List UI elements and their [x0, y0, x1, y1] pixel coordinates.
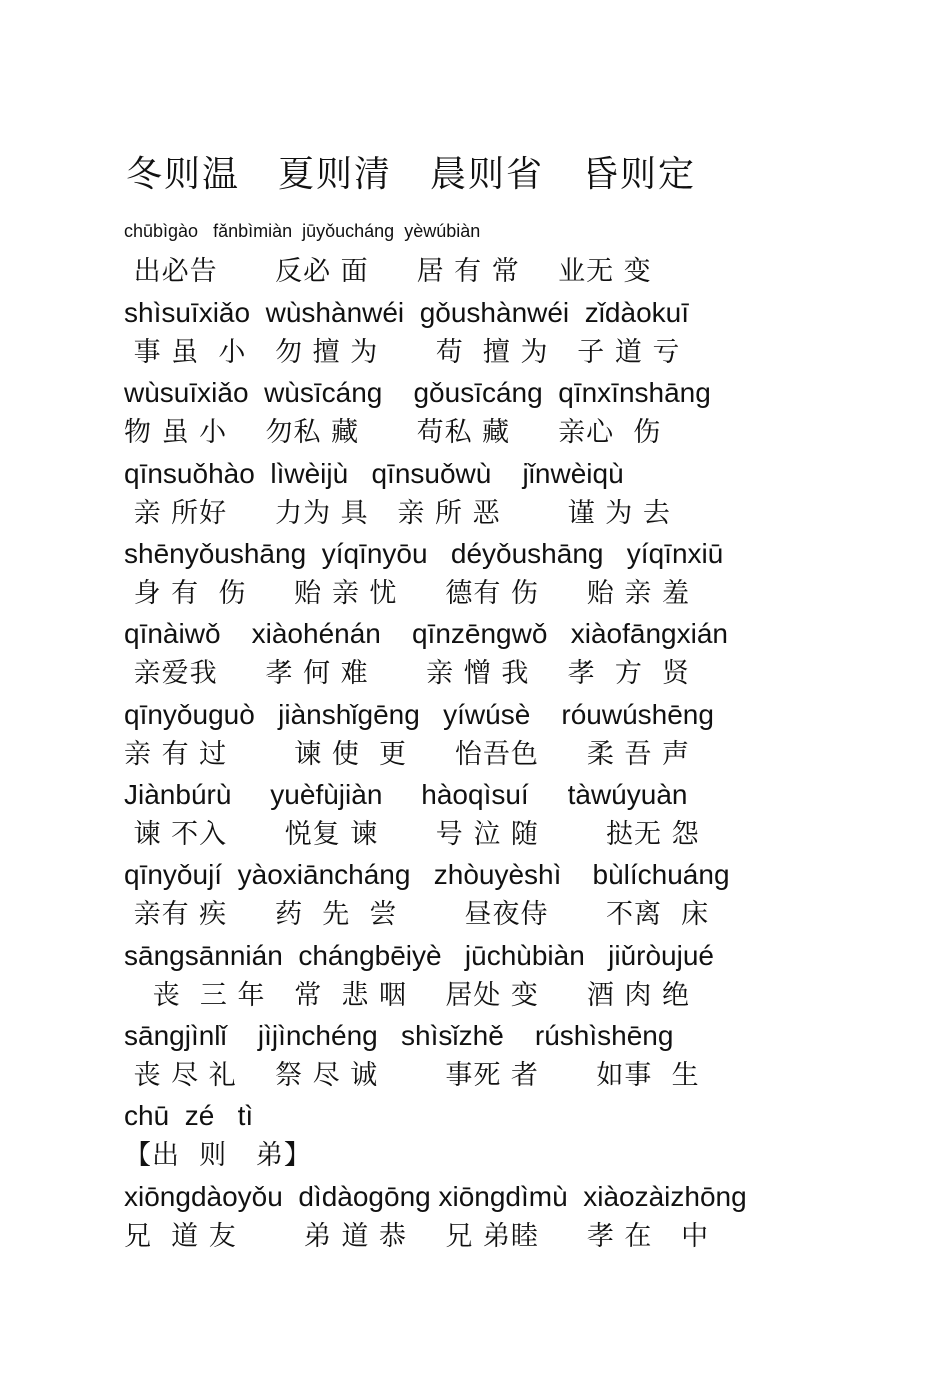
- pinyin-line: qīnyǒují yàoxiāncháng zhòuyèshì bùlíchuáng: [124, 859, 730, 890]
- hanzi-line: 丧 三 年 常 悲 咽 居处 变 酒 肉 绝: [124, 980, 690, 1011]
- hanzi-line: 物 虽 小 勿私 藏 苟私 藏 亲心 伤: [124, 417, 662, 448]
- hanzi-line: 身 有 伤 贻 亲 忧 德有 伤 贻 亲 羞: [124, 578, 690, 609]
- verse-title: 冬则温 夏则清 晨则省 昏则定: [126, 154, 697, 195]
- section-heading: 【出 则 弟】: [124, 1140, 312, 1171]
- pinyin-line: shìsuīxiǎo wùshànwéi gǒushànwéi zǐdàokuī: [124, 297, 690, 328]
- pinyin-line: wùsuīxiǎo wùsīcáng gǒusīcáng qīnxīnshāng: [124, 377, 711, 408]
- hanzi-line: 事 虽 小 勿 擅 为 苟 擅 为 子 道 亏: [124, 337, 681, 368]
- pinyin-line: sāngjìnlǐ jìjìnchéng shìsǐzhě rúshìshēng: [124, 1020, 674, 1051]
- pinyin-line: qīnyǒuguò jiànshǐgēng yíwúsè róuwúshēng: [124, 699, 714, 730]
- hanzi-line: 出必告 反必 面 居 有 常 业无 变: [124, 256, 652, 287]
- pinyin-line: sāngsānnián chángbēiyè jūchùbiàn jiǔròujué: [124, 940, 714, 971]
- pinyin-line-1: chūbìgào fǎnbìmiàn jūyǒucháng yèwúbiàn: [124, 221, 481, 241]
- hanzi-line: 亲 所好 力为 具 亲 所 恶 谨 为 去: [124, 498, 671, 529]
- pinyin-line: chū zé tì: [124, 1100, 254, 1131]
- hanzi-line: 兄 道 友 弟 道 恭 兄 弟睦 孝 在 中: [124, 1221, 710, 1252]
- pinyin-line: shēnyǒushāng yíqīnyōu déyǒushāng yíqīnxiū: [124, 538, 724, 569]
- hanzi-line: 谏 不入 悦复 谏 号 泣 随 挞无 怨: [124, 819, 700, 850]
- pinyin-line: Jiànbúrù yuèfùjiàn hàoqìsuí tàwúyuàn: [124, 779, 688, 810]
- hanzi-line: 亲 有 过 谏 使 更 怡吾色 柔 吾 声: [124, 739, 690, 770]
- hanzi-line: 丧 尽 礼 祭 尽 诚 事死 者 如事 生: [124, 1060, 700, 1091]
- pinyin-line: xiōngdàoyǒu dìdàogōng xiōngdìmù xiàozàizhōng: [124, 1181, 747, 1212]
- pinyin-line: qīnàiwǒ xiàohénán qīnzēngwǒ xiàofāngxián: [124, 618, 728, 649]
- hanzi-line: 亲爱我 孝 何 难 亲 憎 我 孝 方 贤: [124, 658, 690, 689]
- pinyin-line: qīnsuǒhào lìwèijù qīnsuǒwù jǐnwèiqù: [124, 458, 624, 489]
- hanzi-line: 亲有 疾 药 先 尝 昼夜侍 不离 床: [124, 899, 710, 930]
